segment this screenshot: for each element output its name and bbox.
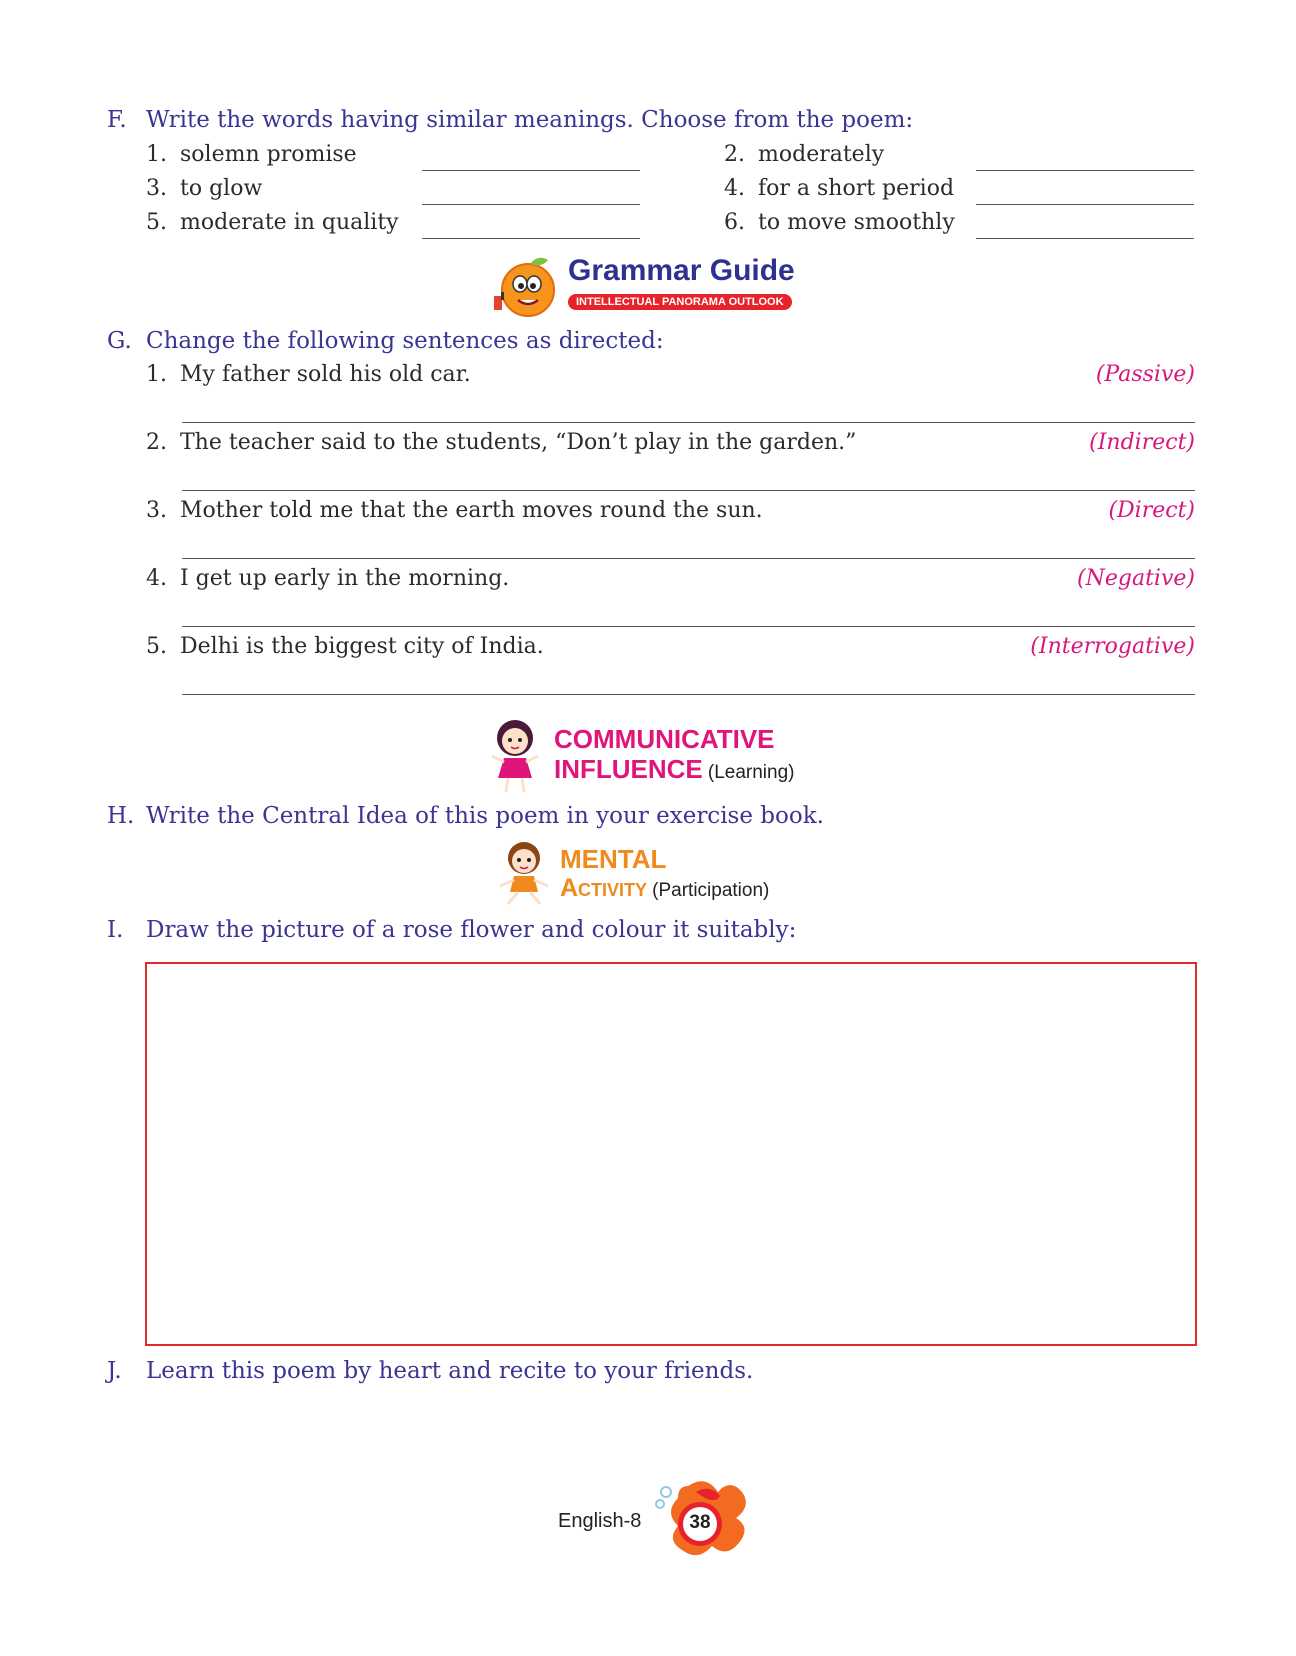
answer-line[interactable] [182, 422, 1195, 423]
grammar-guide-subtitle: INTELLECTUAL PANORAMA OUTLOOK [568, 294, 792, 310]
list-item [146, 498, 763, 523]
list-item [146, 430, 856, 455]
list-item [724, 210, 955, 235]
direction-hint: (Indirect) [1089, 430, 1195, 455]
answer-blank[interactable] [976, 170, 1194, 171]
item-number: 1. [146, 142, 167, 167]
communicative-subline [554, 754, 794, 785]
item-text: to move smoothly [758, 210, 955, 235]
item-text: moderately [758, 142, 885, 167]
grammar-guide-title: Grammar Guide [568, 254, 795, 287]
list-item [146, 176, 262, 201]
item-number: 1. [146, 362, 167, 387]
question-h-letter: H. [107, 803, 135, 829]
answer-line[interactable] [182, 694, 1195, 695]
question-i-letter: I. [107, 917, 124, 943]
drawing-area[interactable] [145, 962, 1197, 1346]
communicative-influence-banner [486, 716, 826, 796]
list-item [146, 362, 471, 387]
mental-subline [560, 874, 769, 903]
answer-blank[interactable] [422, 170, 640, 171]
girl-mascot-icon [494, 840, 554, 910]
influence-title: INFLUENCE [554, 754, 703, 784]
item-text: to glow [180, 176, 263, 201]
answer-blank[interactable] [976, 238, 1194, 239]
girl-mascot-icon [486, 716, 544, 796]
item-number: 2. [146, 430, 167, 455]
direction-hint: (Negative) [1077, 566, 1195, 591]
item-text: solemn promise [180, 142, 357, 167]
item-text: Mother told me that the earth moves round the sun. [180, 498, 763, 523]
direction-hint: (Interrogative) [1030, 634, 1195, 659]
answer-blank[interactable] [976, 204, 1194, 205]
item-number: 5. [146, 210, 167, 235]
list-item [146, 634, 544, 659]
book-label: English-8 [558, 1510, 642, 1532]
item-number: 4. [724, 176, 745, 201]
grammar-guide-banner [490, 254, 820, 320]
item-text: I get up early in the morning. [180, 566, 510, 591]
participation-tag: (Participation) [652, 880, 770, 901]
item-text: for a short period [758, 176, 955, 201]
list-item [146, 210, 399, 235]
communicative-title: COMMUNICATIVE [554, 724, 775, 754]
mental-activity-banner [494, 840, 824, 910]
activity-title: Activity [560, 874, 648, 902]
direction-hint: (Passive) [1095, 362, 1195, 387]
item-number: 5. [146, 634, 167, 659]
question-g-letter: G. [107, 328, 132, 354]
question-j-letter: J. [107, 1358, 122, 1384]
item-number: 4. [146, 566, 167, 591]
question-f-letter: F. [107, 107, 127, 133]
question-h-prompt: Write the Central Idea of this poem in your exercise book. [146, 803, 824, 829]
item-number: 3. [146, 176, 167, 201]
list-item [724, 176, 954, 201]
page-number: 38 [689, 1512, 711, 1533]
orange-mascot-icon [490, 254, 562, 320]
question-g-prompt: Change the following sentences as directed: [146, 328, 664, 354]
answer-blank[interactable] [422, 204, 640, 205]
answer-blank[interactable] [422, 238, 640, 239]
answer-line[interactable] [182, 626, 1195, 627]
item-number: 6. [724, 210, 745, 235]
question-i-prompt: Draw the picture of a rose flower and colour it suitably: [146, 917, 797, 943]
mental-title: MENTAL [560, 844, 667, 874]
item-text: Delhi is the biggest city of India. [180, 634, 544, 659]
item-number: 2. [724, 142, 745, 167]
direction-hint: (Direct) [1108, 498, 1195, 523]
item-number: 3. [146, 498, 167, 523]
item-text: The teacher said to the students, “Don’t play in the garden.” [180, 430, 857, 455]
list-item [146, 142, 357, 167]
item-text: My father sold his old car. [180, 362, 471, 387]
list-item [146, 566, 509, 591]
answer-line[interactable] [182, 558, 1195, 559]
question-f-prompt: Write the words having similar meanings. Choose from the poem: [146, 107, 914, 133]
question-j-prompt: Learn this poem by heart and recite to your friends. [146, 1358, 754, 1384]
answer-line[interactable] [182, 490, 1195, 491]
list-item [724, 142, 884, 167]
item-text: moderate in quality [180, 210, 399, 235]
learning-tag: (Learning) [707, 762, 795, 783]
